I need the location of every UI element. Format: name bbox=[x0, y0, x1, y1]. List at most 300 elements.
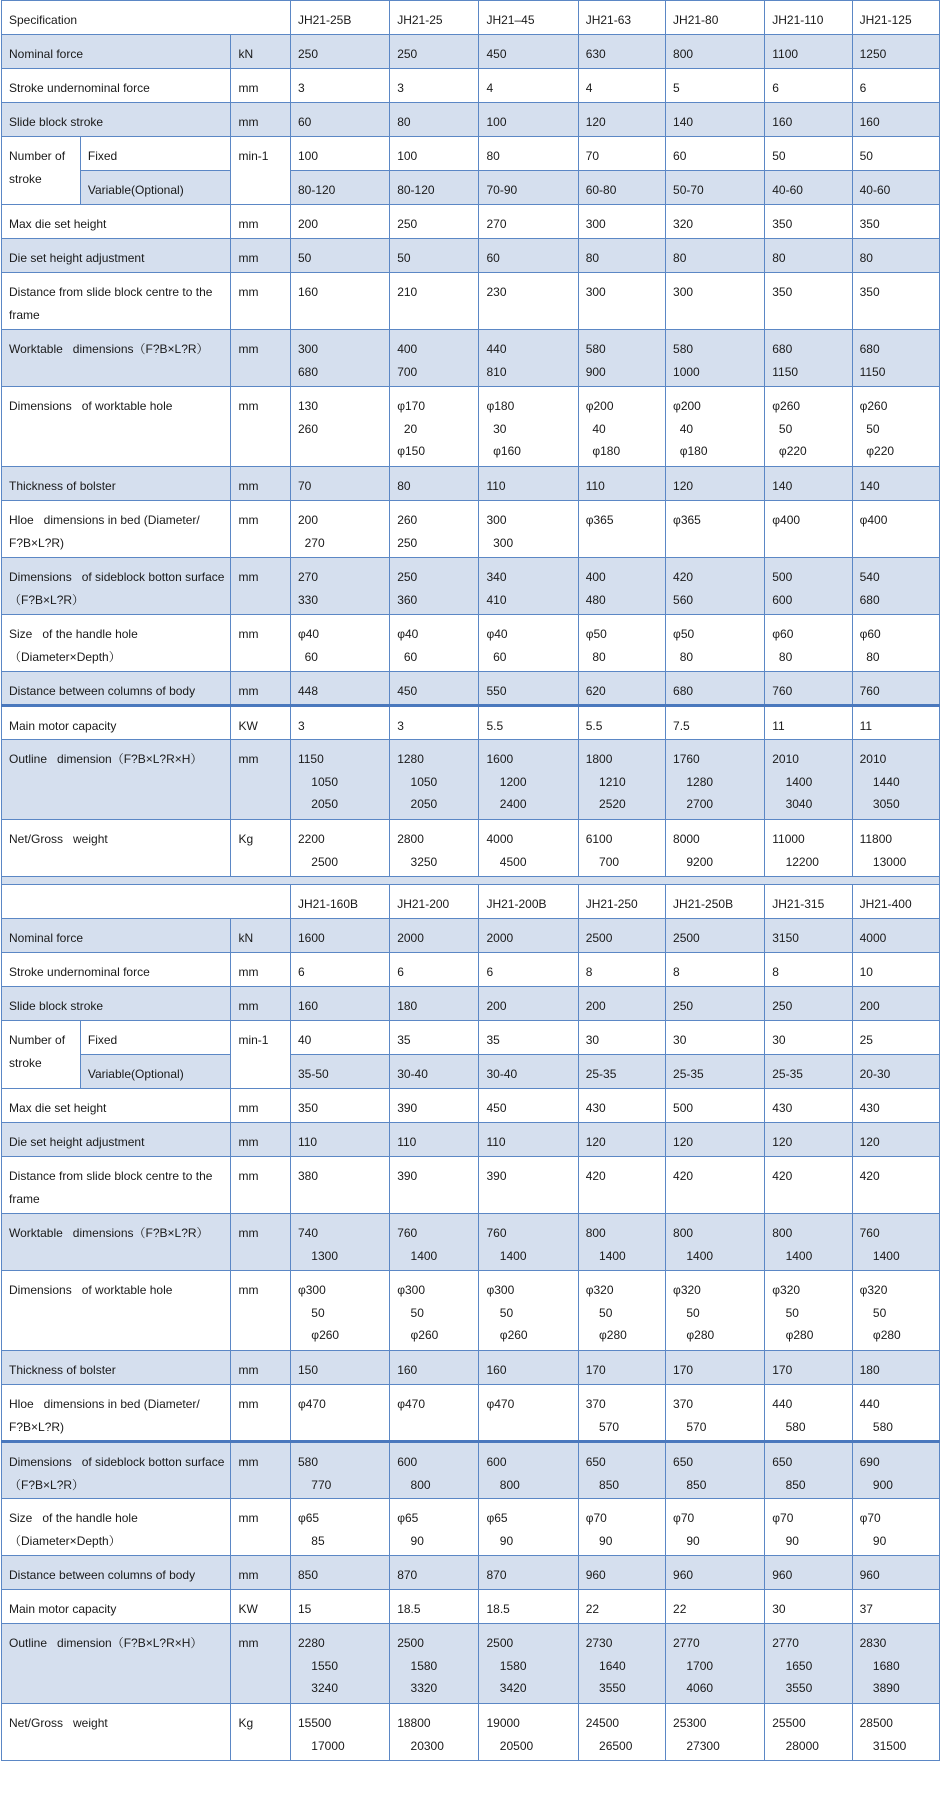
unit-label: mm bbox=[231, 69, 291, 103]
value-cell: 650 850 bbox=[765, 1442, 852, 1499]
value-cell: φ40 60 bbox=[290, 615, 389, 672]
value-cell: 15 bbox=[290, 1590, 389, 1624]
value-cell: 22 bbox=[666, 1590, 765, 1624]
model-name: JH21-160B bbox=[290, 885, 389, 919]
value-cell: φ300 50 φ260 bbox=[479, 1271, 578, 1351]
value-cell: φ365 bbox=[666, 501, 765, 558]
value-cell: 100 bbox=[290, 137, 389, 171]
value-cell: 2500 bbox=[666, 919, 765, 953]
unit-label: mm bbox=[231, 273, 291, 330]
value-cell: 1600 bbox=[290, 919, 389, 953]
value-cell: 440 580 bbox=[765, 1385, 852, 1442]
value-cell: 650 850 bbox=[666, 1442, 765, 1499]
value-cell: 430 bbox=[852, 1089, 939, 1123]
row-label: Hloe dimensions in bed (Diameter/ F?B×L?R) bbox=[2, 501, 231, 558]
model-name: JH21-25B bbox=[290, 1, 389, 35]
unit-label: kN bbox=[231, 919, 291, 953]
value-cell: 30-40 bbox=[479, 1055, 578, 1089]
value-cell: 350 bbox=[765, 273, 852, 330]
value-cell: 2500 1580 3320 bbox=[390, 1624, 479, 1704]
value-cell: 550 bbox=[479, 672, 578, 706]
value-cell: 760 1400 bbox=[479, 1214, 578, 1271]
model-name: JH21-315 bbox=[765, 885, 852, 919]
value-cell: φ70 90 bbox=[852, 1499, 939, 1556]
value-cell: 28500 31500 bbox=[852, 1704, 939, 1761]
value-cell: 800 1400 bbox=[666, 1214, 765, 1271]
value-cell: 6 bbox=[765, 69, 852, 103]
value-cell: 690 900 bbox=[852, 1442, 939, 1499]
row-label: Main motor capacity bbox=[2, 1590, 231, 1624]
value-cell: 2000 bbox=[390, 919, 479, 953]
value-cell: 24500 26500 bbox=[578, 1704, 665, 1761]
value-cell: 1760 1280 2700 bbox=[666, 740, 765, 820]
value-cell: 170 bbox=[666, 1351, 765, 1385]
unit-label: Kg bbox=[231, 1704, 291, 1761]
value-cell: 300 300 bbox=[479, 501, 578, 558]
value-cell: 100 bbox=[479, 103, 578, 137]
unit-label: mm bbox=[231, 1089, 291, 1123]
row-label: Nominal force bbox=[2, 35, 231, 69]
value-cell: 80 bbox=[390, 103, 479, 137]
spec-row-sideblock bbox=[2, 558, 940, 615]
value-cell: 3 bbox=[390, 69, 479, 103]
value-cell: 160 bbox=[290, 273, 389, 330]
value-cell: φ320 50 φ280 bbox=[852, 1271, 939, 1351]
value-cell: 50-70 bbox=[666, 171, 765, 205]
row-label: Max die set height bbox=[2, 1089, 231, 1123]
row-label: Slide block stroke bbox=[2, 987, 231, 1021]
value-cell: φ200 40 φ180 bbox=[578, 387, 665, 467]
value-cell: φ300 50 φ260 bbox=[390, 1271, 479, 1351]
spec-row-distance-slide bbox=[2, 1157, 940, 1214]
unit-label: mm bbox=[231, 615, 291, 672]
value-cell: 420 bbox=[765, 1157, 852, 1214]
value-cell: 11 bbox=[765, 706, 852, 740]
value-cell: 440 580 bbox=[852, 1385, 939, 1442]
row-label: Outline dimension（F?B×L?R×H） bbox=[2, 740, 231, 820]
value-cell: 450 bbox=[479, 35, 578, 69]
value-cell: 110 bbox=[479, 467, 578, 501]
value-cell: 600 800 bbox=[479, 1442, 578, 1499]
value-cell: φ400 bbox=[852, 501, 939, 558]
value-cell: 50 bbox=[390, 239, 479, 273]
value-cell: 1800 1210 2520 bbox=[578, 740, 665, 820]
value-cell: 350 bbox=[852, 205, 939, 239]
value-cell: 80 bbox=[852, 239, 939, 273]
value-cell: 270 bbox=[479, 205, 578, 239]
spec-row-worktable-dim bbox=[2, 1214, 940, 1271]
row-label: Net/Gross weight bbox=[2, 820, 231, 877]
value-cell: 120 bbox=[765, 1123, 852, 1157]
value-cell: 120 bbox=[666, 467, 765, 501]
value-cell: 350 bbox=[852, 273, 939, 330]
value-cell: 35 bbox=[479, 1021, 578, 1055]
value-cell: φ65 90 bbox=[390, 1499, 479, 1556]
value-cell: 5 bbox=[666, 69, 765, 103]
value-cell: 120 bbox=[852, 1123, 939, 1157]
value-cell: 250 bbox=[290, 35, 389, 69]
value-cell: 200 bbox=[479, 987, 578, 1021]
value-cell: 2770 1650 3550 bbox=[765, 1624, 852, 1704]
value-cell: 1250 bbox=[852, 35, 939, 69]
spec-row-bolster bbox=[2, 467, 940, 501]
value-cell: 170 bbox=[578, 1351, 665, 1385]
value-cell: 430 bbox=[578, 1089, 665, 1123]
row-label: Number of stroke bbox=[2, 137, 81, 205]
unit-label: mm bbox=[231, 987, 291, 1021]
value-cell: 150 bbox=[290, 1351, 389, 1385]
spec-row-strokes-fixed bbox=[2, 1021, 940, 1055]
value-cell: 450 bbox=[390, 672, 479, 706]
value-cell: φ365 bbox=[578, 501, 665, 558]
value-cell: 450 bbox=[479, 1089, 578, 1123]
value-cell: 11 bbox=[852, 706, 939, 740]
value-cell: 800 1400 bbox=[578, 1214, 665, 1271]
value-cell: 2500 bbox=[578, 919, 665, 953]
value-cell: φ470 bbox=[390, 1385, 479, 1442]
value-cell: 25-35 bbox=[578, 1055, 665, 1089]
value-cell: 160 bbox=[479, 1351, 578, 1385]
separator-cell bbox=[2, 877, 940, 885]
value-cell: 1150 1050 2050 bbox=[290, 740, 389, 820]
value-cell: 420 bbox=[852, 1157, 939, 1214]
row-label: Thickness of bolster bbox=[2, 467, 231, 501]
spec-row-max-die bbox=[2, 1089, 940, 1123]
row-label: Size of the handle hole （Diameter×Depth） bbox=[2, 615, 231, 672]
value-cell: 110 bbox=[290, 1123, 389, 1157]
value-cell: 160 bbox=[852, 103, 939, 137]
value-cell: φ400 bbox=[765, 501, 852, 558]
value-cell: 580 1000 bbox=[666, 330, 765, 387]
unit-label: mm bbox=[231, 1214, 291, 1271]
model-name: JH21-25 bbox=[390, 1, 479, 35]
spec-row-stroke-nominal bbox=[2, 953, 940, 987]
value-cell: 110 bbox=[578, 467, 665, 501]
value-cell: φ50 80 bbox=[578, 615, 665, 672]
value-cell: 160 bbox=[390, 1351, 479, 1385]
unit-label: mm bbox=[231, 1385, 291, 1442]
value-cell: 760 1400 bbox=[852, 1214, 939, 1271]
spec-row-stroke-nominal bbox=[2, 69, 940, 103]
value-cell: 2000 bbox=[479, 919, 578, 953]
value-cell: 120 bbox=[666, 1123, 765, 1157]
unit-label: mm bbox=[231, 1271, 291, 1351]
value-cell: 580 770 bbox=[290, 1442, 389, 1499]
model-name: JH21-110 bbox=[765, 1, 852, 35]
spec-row-bed-hole bbox=[2, 501, 940, 558]
spec-row-strokes-variable bbox=[2, 171, 940, 205]
value-cell: 140 bbox=[765, 467, 852, 501]
unit-label: mm bbox=[231, 740, 291, 820]
value-cell: 19000 20500 bbox=[479, 1704, 578, 1761]
value-cell: 540 680 bbox=[852, 558, 939, 615]
value-cell: 70 bbox=[290, 467, 389, 501]
value-cell: 100 bbox=[390, 137, 479, 171]
model-name: JH21-80 bbox=[666, 1, 765, 35]
row-label: Worktable dimensions（F?B×L?R） bbox=[2, 1214, 231, 1271]
unit-label: mm bbox=[231, 1624, 291, 1704]
value-cell: 800 1400 bbox=[765, 1214, 852, 1271]
model-name: JH21-200B bbox=[479, 885, 578, 919]
spec-row-strokes-variable bbox=[2, 1055, 940, 1089]
spec-row-die-adjust bbox=[2, 239, 940, 273]
value-cell: 37 bbox=[852, 1590, 939, 1624]
value-cell: 370 570 bbox=[666, 1385, 765, 1442]
model-header-row bbox=[2, 1, 940, 35]
row-label: Dimensions of worktable hole bbox=[2, 1271, 231, 1351]
value-cell: 680 1150 bbox=[852, 330, 939, 387]
value-cell: φ260 50 φ220 bbox=[765, 387, 852, 467]
value-cell: 4000 4500 bbox=[479, 820, 578, 877]
value-cell: 350 bbox=[765, 205, 852, 239]
value-cell: 20-30 bbox=[852, 1055, 939, 1089]
unit-label: mm bbox=[231, 1123, 291, 1157]
unit-label: KW bbox=[231, 706, 291, 740]
model-name: JH21–45 bbox=[479, 1, 578, 35]
value-cell: 800 bbox=[666, 35, 765, 69]
value-cell: 250 bbox=[390, 35, 479, 69]
spec-row-outline bbox=[2, 1624, 940, 1704]
value-cell: φ170 20 φ150 bbox=[390, 387, 479, 467]
value-cell: 10 bbox=[852, 953, 939, 987]
spec-row-worktable-hole bbox=[2, 1271, 940, 1351]
spec-row-handle-hole bbox=[2, 1499, 940, 1556]
spec-row-weight bbox=[2, 1704, 940, 1761]
value-cell: 680 bbox=[666, 672, 765, 706]
value-cell: 60 bbox=[666, 137, 765, 171]
value-cell: 30-40 bbox=[390, 1055, 479, 1089]
sub-label: Fixed bbox=[80, 137, 231, 171]
value-cell: 630 bbox=[578, 35, 665, 69]
spec-row-die-adjust bbox=[2, 1123, 940, 1157]
value-cell: 6 bbox=[390, 953, 479, 987]
value-cell: φ70 90 bbox=[765, 1499, 852, 1556]
sub-label: Variable(Optional) bbox=[80, 1055, 231, 1089]
spec-row-columns bbox=[2, 672, 940, 706]
model-name: JH21-400 bbox=[852, 885, 939, 919]
value-cell: 18.5 bbox=[479, 1590, 578, 1624]
spec-row-bed-hole bbox=[2, 1385, 940, 1442]
row-label: Thickness of bolster bbox=[2, 1351, 231, 1385]
value-cell: 200 270 bbox=[290, 501, 389, 558]
value-cell: φ70 90 bbox=[578, 1499, 665, 1556]
value-cell: φ320 50 φ280 bbox=[765, 1271, 852, 1351]
value-cell: 270 330 bbox=[290, 558, 389, 615]
value-cell: 6 bbox=[290, 953, 389, 987]
value-cell: 420 bbox=[666, 1157, 765, 1214]
unit-label: mm bbox=[231, 103, 291, 137]
row-label: Dimensions of sideblock botton surface （F?B×L?R） bbox=[2, 558, 231, 615]
row-label: Worktable dimensions（F?B×L?R） bbox=[2, 330, 231, 387]
value-cell: 370 570 bbox=[578, 1385, 665, 1442]
unit-label: mm bbox=[231, 467, 291, 501]
value-cell: 3 bbox=[290, 69, 389, 103]
value-cell: 8 bbox=[666, 953, 765, 987]
value-cell: 5.5 bbox=[578, 706, 665, 740]
value-cell: 3150 bbox=[765, 919, 852, 953]
value-cell: 430 bbox=[765, 1089, 852, 1123]
value-cell: 300 bbox=[578, 205, 665, 239]
value-cell: 500 bbox=[666, 1089, 765, 1123]
value-cell: 390 bbox=[479, 1157, 578, 1214]
value-cell: φ40 60 bbox=[390, 615, 479, 672]
row-label: Distance between columns of body bbox=[2, 1556, 231, 1590]
value-cell: 200 bbox=[290, 205, 389, 239]
value-cell: 160 bbox=[290, 987, 389, 1021]
sub-label: Fixed bbox=[80, 1021, 231, 1055]
unit-label: mm bbox=[231, 205, 291, 239]
value-cell: 4 bbox=[578, 69, 665, 103]
value-cell: 8 bbox=[765, 953, 852, 987]
row-label: Outline dimension（F?B×L?R×H） bbox=[2, 1624, 231, 1704]
value-cell: 35 bbox=[390, 1021, 479, 1055]
value-cell: 22 bbox=[578, 1590, 665, 1624]
row-label: Distance from slide block centre to the frame bbox=[2, 273, 231, 330]
value-cell: 3 bbox=[290, 706, 389, 740]
value-cell: 1100 bbox=[765, 35, 852, 69]
value-cell: φ320 50 φ280 bbox=[578, 1271, 665, 1351]
value-cell: 5.5 bbox=[479, 706, 578, 740]
value-cell: 870 bbox=[479, 1556, 578, 1590]
value-cell: 300 bbox=[666, 273, 765, 330]
value-cell: 300 680 bbox=[290, 330, 389, 387]
value-cell: 420 560 bbox=[666, 558, 765, 615]
value-cell: 50 bbox=[765, 137, 852, 171]
value-cell: 380 bbox=[290, 1157, 389, 1214]
value-cell: 448 bbox=[290, 672, 389, 706]
value-cell: 960 bbox=[765, 1556, 852, 1590]
spec-row-weight bbox=[2, 820, 940, 877]
spec-row-motor bbox=[2, 706, 940, 740]
value-cell: 400 700 bbox=[390, 330, 479, 387]
value-cell: 2830 1680 3890 bbox=[852, 1624, 939, 1704]
value-cell: 760 1400 bbox=[390, 1214, 479, 1271]
unit-label: mm bbox=[231, 1442, 291, 1499]
value-cell: φ200 40 φ180 bbox=[666, 387, 765, 467]
value-cell: φ320 50 φ280 bbox=[666, 1271, 765, 1351]
value-cell: 80 bbox=[479, 137, 578, 171]
row-label: Slide block stroke bbox=[2, 103, 231, 137]
value-cell: 120 bbox=[578, 1123, 665, 1157]
value-cell: 320 bbox=[666, 205, 765, 239]
value-cell: 80 bbox=[666, 239, 765, 273]
model-name: JH21-250 bbox=[578, 885, 665, 919]
value-cell: 200 bbox=[578, 987, 665, 1021]
value-cell: 250 bbox=[390, 205, 479, 239]
value-cell: 30 bbox=[765, 1021, 852, 1055]
value-cell: 80 bbox=[578, 239, 665, 273]
value-cell: 210 bbox=[390, 273, 479, 330]
value-cell: 25 bbox=[852, 1021, 939, 1055]
unit-label: KW bbox=[231, 1590, 291, 1624]
value-cell: 200 bbox=[852, 987, 939, 1021]
value-cell: 11000 12200 bbox=[765, 820, 852, 877]
value-cell: 70 bbox=[578, 137, 665, 171]
value-cell: 8000 9200 bbox=[666, 820, 765, 877]
row-label: Hloe dimensions in bed (Diameter/ F?B×L?R) bbox=[2, 1385, 231, 1442]
value-cell: 40 bbox=[290, 1021, 389, 1055]
unit-label: mm bbox=[231, 239, 291, 273]
model-name: JH21-125 bbox=[852, 1, 939, 35]
value-cell: 6 bbox=[852, 69, 939, 103]
row-label: Size of the handle hole （Diameter×Depth） bbox=[2, 1499, 231, 1556]
value-cell: 1280 1050 2050 bbox=[390, 740, 479, 820]
value-cell: 850 bbox=[290, 1556, 389, 1590]
value-cell: φ470 bbox=[290, 1385, 389, 1442]
unit-label: mm bbox=[231, 387, 291, 467]
value-cell: 250 bbox=[666, 987, 765, 1021]
value-cell: 40-60 bbox=[765, 171, 852, 205]
spec-table-body bbox=[2, 1, 940, 1761]
spec-header-label: Specification bbox=[2, 1, 291, 35]
row-label: Max die set height bbox=[2, 205, 231, 239]
spec-row-bolster bbox=[2, 1351, 940, 1385]
value-cell: 25300 27300 bbox=[666, 1704, 765, 1761]
value-cell: 25-35 bbox=[666, 1055, 765, 1089]
value-cell: 760 bbox=[765, 672, 852, 706]
value-cell: φ60 80 bbox=[852, 615, 939, 672]
value-cell: 3 bbox=[390, 706, 479, 740]
value-cell: 80 bbox=[765, 239, 852, 273]
value-cell: 870 bbox=[390, 1556, 479, 1590]
value-cell: 2770 1700 4060 bbox=[666, 1624, 765, 1704]
value-cell: 760 bbox=[852, 672, 939, 706]
unit-label: mm bbox=[231, 953, 291, 987]
value-cell: 70-90 bbox=[479, 171, 578, 205]
unit-label: min-1 bbox=[231, 137, 291, 205]
spec-table bbox=[1, 0, 940, 1761]
value-cell: 80-120 bbox=[290, 171, 389, 205]
value-cell: 60 bbox=[290, 103, 389, 137]
value-cell: 8 bbox=[578, 953, 665, 987]
value-cell: φ260 50 φ220 bbox=[852, 387, 939, 467]
value-cell: 250 bbox=[765, 987, 852, 1021]
value-cell: 650 850 bbox=[578, 1442, 665, 1499]
spec-row-strokes-fixed bbox=[2, 137, 940, 171]
value-cell: 15500 17000 bbox=[290, 1704, 389, 1761]
value-cell: 960 bbox=[852, 1556, 939, 1590]
row-label: Distance between columns of body bbox=[2, 672, 231, 706]
value-cell: 4000 bbox=[852, 919, 939, 953]
value-cell: 50 bbox=[852, 137, 939, 171]
row-label: Main motor capacity bbox=[2, 706, 231, 740]
row-label: Stroke undernominal force bbox=[2, 69, 231, 103]
value-cell: φ60 80 bbox=[765, 615, 852, 672]
unit-label: Kg bbox=[231, 820, 291, 877]
row-label: Net/Gross weight bbox=[2, 1704, 231, 1761]
spec-row-worktable-dim bbox=[2, 330, 940, 387]
unit-label: mm bbox=[231, 558, 291, 615]
value-cell: 260 250 bbox=[390, 501, 479, 558]
value-cell: 2500 1580 3420 bbox=[479, 1624, 578, 1704]
value-cell: 680 1150 bbox=[765, 330, 852, 387]
value-cell: 160 bbox=[765, 103, 852, 137]
row-label: Dimensions of worktable hole bbox=[2, 387, 231, 467]
spec-row-nominal-force bbox=[2, 35, 940, 69]
value-cell: 440 810 bbox=[479, 330, 578, 387]
value-cell: 18800 20300 bbox=[390, 1704, 479, 1761]
value-cell: 2010 1400 3040 bbox=[765, 740, 852, 820]
value-cell: 50 bbox=[290, 239, 389, 273]
row-label: Number of stroke bbox=[2, 1021, 81, 1089]
value-cell: 2200 2500 bbox=[290, 820, 389, 877]
value-cell: 960 bbox=[666, 1556, 765, 1590]
value-cell: 250 360 bbox=[390, 558, 479, 615]
value-cell: 110 bbox=[479, 1123, 578, 1157]
value-cell: 2800 3250 bbox=[390, 820, 479, 877]
spec-row-distance-slide bbox=[2, 273, 940, 330]
unit-label: mm bbox=[231, 1556, 291, 1590]
